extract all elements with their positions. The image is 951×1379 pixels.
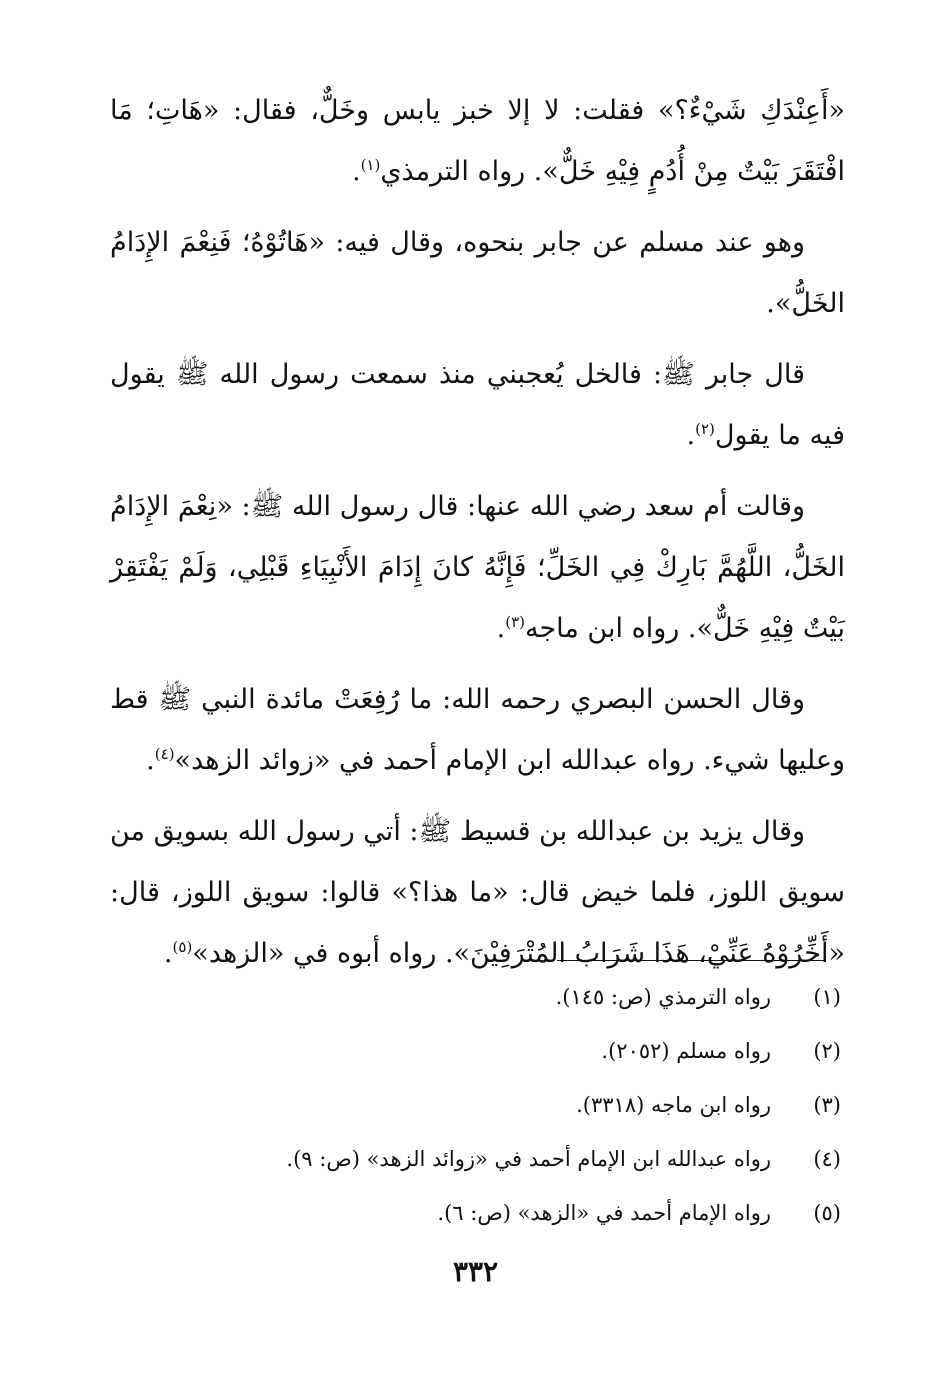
paragraph <box>110 476 845 659</box>
footnote-number: (٤) <box>813 1147 841 1171</box>
footnote-ref[interactable]: (٤) <box>154 745 175 763</box>
paragraph-text: قال جابر ﷺ: فالخل يُعجبني منذ سمعت رسول الله ﷺ يقول فيه ما يقول <box>110 359 845 451</box>
paragraph <box>110 801 845 984</box>
footnote-ref[interactable]: (٥) <box>172 938 193 956</box>
footnotes <box>110 970 845 1240</box>
footnote <box>110 1078 845 1132</box>
paragraph-text: وقال الحسن البصري رحمه الله: ما رُفِعَتْ مائدة النبي ﷺ قط وعليها شيء. رواه عبدالله ابن الإمام أحمد في «زوائد الزهد» <box>110 684 845 776</box>
footnote <box>110 1186 845 1240</box>
footnote-ref[interactable]: (١) <box>360 156 381 174</box>
footnote <box>110 1024 845 1078</box>
footnote-ref[interactable]: (٢) <box>695 420 715 438</box>
footnote-number: (٢) <box>813 1039 841 1063</box>
footnote <box>110 970 845 1024</box>
paragraph-tail: . <box>496 613 506 644</box>
footnote <box>110 1132 845 1186</box>
footnote-number: (٥) <box>813 1201 841 1225</box>
paragraph-text: وقال يزيد بن عبدالله بن قسيط ﷺ: أتي رسول الله بسويق من سويق اللوز، فلما خيض قال: «ما هذا؟» قالوا: سويق اللوز، قال: «أَخِّرُوْهُ عَنِّيْ، هَذَا شَرَابُ المُتْرَفِيْنَ». رواه أبوه في «الزهد» <box>110 816 845 969</box>
footnote-text: رواه الترمذي (ص: ١٤٥). <box>555 985 771 1009</box>
paragraph-tail: . <box>351 156 361 187</box>
paragraph-text: «أَعِنْدَكِ شَيْءٌ؟» فقلت: لا إلا خبز يابس وخَلٌّ، فقال: «هَاتِ؛ مَا افْتَقَرَ بَيْتٌ مِنْ أُدُمٍ فِيْهِ خَلٌّ». رواه الترمذي <box>110 95 845 187</box>
footnote-text: رواه ابن ماجه (٣٣١٨). <box>576 1093 771 1117</box>
paragraph-text: وهو عند مسلم عن جابر بنحوه، وقال فيه: «هَاتُوْهُ؛ فَنِعْمَ الإِدَامُ الخَلُّ». <box>110 227 845 319</box>
footnote-ref[interactable]: (٣) <box>505 613 525 631</box>
footnote-text: رواه الإمام أحمد في «الزهد» (ص: ٦). <box>437 1201 771 1225</box>
paragraph-tail: . <box>686 420 696 451</box>
paragraph <box>110 80 845 202</box>
body-text <box>110 80 845 994</box>
paragraph-text: وقالت أم سعد رضي الله عنها: قال رسول الله ﷺ: «نِعْمَ الإِدَامُ الخَلُّ، اللَّهُمَّ بَارِكْ فِي الخَلِّ؛ فَإِنَّهُ كانَ إِدَامَ الأَنْبِيَاءِ قَبْلِي، وَلَمْ يَفْتَقِرْ بَيْتٌ فِيْهِ خَلٌّ». رواه ابن ماجه <box>110 491 845 644</box>
footnote-text: رواه مسلم (٢٠٥٢). <box>601 1039 771 1063</box>
footnote-number: (١) <box>813 985 841 1009</box>
paragraph-tail: . <box>163 938 173 969</box>
page-number: ٣٣٢ <box>452 1255 499 1288</box>
paragraph-tail: . <box>146 745 155 776</box>
footnote-text: رواه عبدالله ابن الإمام أحمد في «زوائد الزهد» (ص: ٩). <box>286 1147 771 1171</box>
footnote-number: (٣) <box>813 1093 841 1117</box>
paragraph <box>110 212 845 334</box>
paragraph <box>110 344 845 466</box>
footnote-divider <box>557 960 825 961</box>
paragraph <box>110 669 845 791</box>
